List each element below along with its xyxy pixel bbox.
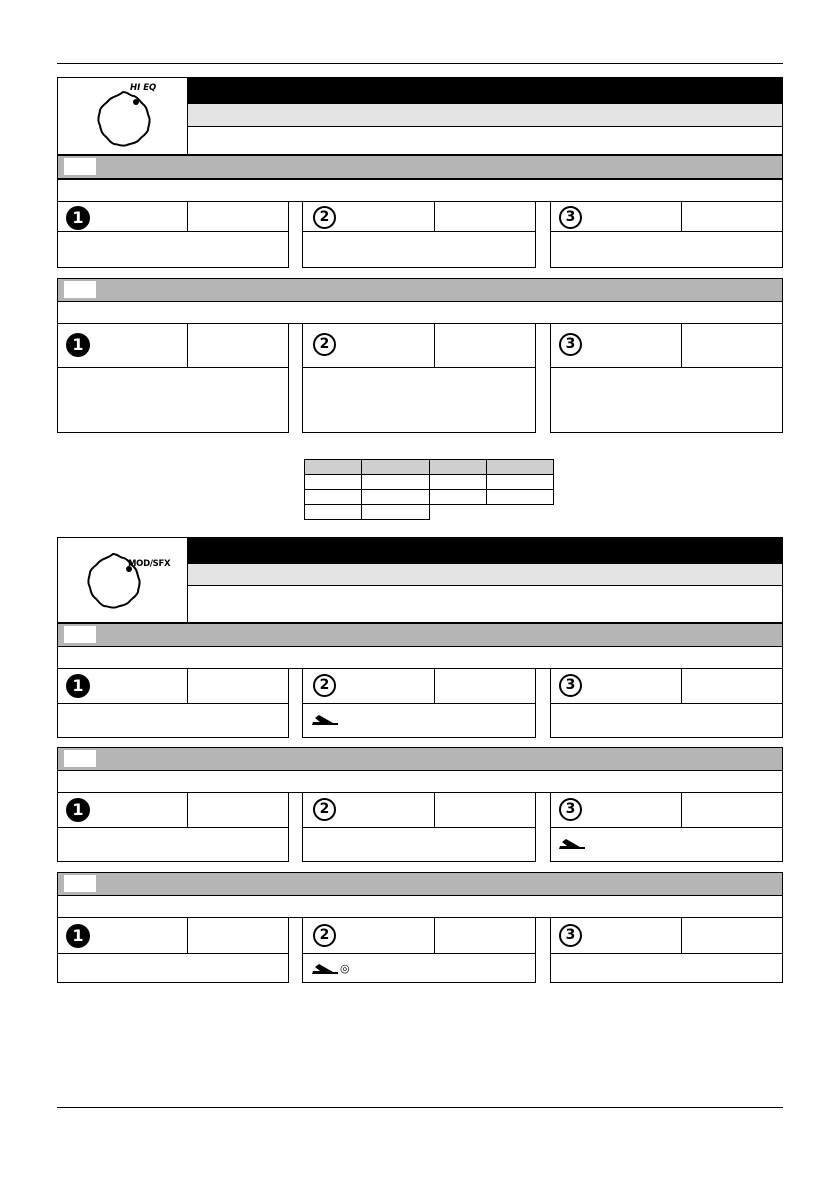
mod-sfx-block-c-desc — [57, 646, 783, 669]
param-number-3-icon: 3 — [559, 674, 582, 697]
param-3-box — [550, 201, 783, 268]
mod-sfx-title-bar — [187, 537, 783, 564]
hi-eq-block-a-bar — [57, 155, 783, 179]
param-number-3-icon: 3 — [559, 206, 582, 229]
expression-pedal-icon — [311, 962, 339, 976]
mod-sfx-knob-icon — [80, 548, 146, 614]
param-number-2-icon: 2 — [313, 924, 336, 947]
param-number-1-icon: 1 — [66, 798, 90, 822]
table-row — [305, 505, 554, 520]
hi-eq-title-bar — [187, 77, 783, 104]
table-row — [305, 490, 554, 505]
param-3-box — [550, 323, 783, 433]
param-3-box — [550, 917, 783, 983]
expression-pedal-icon — [558, 837, 586, 851]
param-1-box — [57, 323, 289, 433]
param-number-2-icon: 2 — [313, 798, 336, 821]
footer-rule — [57, 1107, 783, 1108]
mod-sfx-block-d-desc — [57, 770, 783, 793]
tap-symbol-icon: ◎ — [340, 962, 350, 975]
hi-eq-knob-icon — [90, 86, 156, 152]
mod-sfx-block-e-bar — [57, 872, 783, 896]
param-2-box — [302, 323, 536, 433]
param-1-box — [57, 201, 289, 268]
param-number-1-icon: 1 — [66, 333, 90, 357]
param-number-1-icon: 1 — [66, 206, 90, 230]
param-number-3-icon: 3 — [559, 333, 582, 356]
hi-eq-block-b-bar — [57, 278, 783, 302]
mod-sfx-knob-label: MOD/SFX — [128, 559, 171, 569]
hi-eq-knob-label: HI EQ — [130, 83, 157, 93]
param-number-2-icon: 2 — [313, 674, 336, 697]
param-number-1-icon: 1 — [66, 674, 90, 698]
header-rule — [57, 63, 783, 64]
param-number-1-icon: 1 — [66, 924, 90, 948]
hi-eq-block-b-desc — [57, 301, 783, 324]
hi-eq-subtitle-bar — [188, 104, 782, 127]
param-number-2-icon: 2 — [313, 333, 336, 356]
mod-sfx-subtitle-bar — [188, 564, 782, 586]
param-number-3-icon: 3 — [559, 924, 582, 947]
param-1-box — [57, 917, 289, 983]
hi-eq-block-a-desc — [57, 179, 783, 202]
mod-sfx-block-e-desc — [57, 895, 783, 918]
param-number-3-icon: 3 — [559, 798, 582, 821]
param-2-box — [302, 201, 536, 268]
reference-table — [304, 459, 554, 520]
mod-sfx-block-c-bar — [57, 623, 783, 647]
mod-sfx-block-d-bar — [57, 747, 783, 771]
table-row — [305, 460, 554, 475]
expression-pedal-icon — [311, 713, 339, 727]
table-row — [305, 475, 554, 490]
param-number-2-icon: 2 — [313, 206, 336, 229]
